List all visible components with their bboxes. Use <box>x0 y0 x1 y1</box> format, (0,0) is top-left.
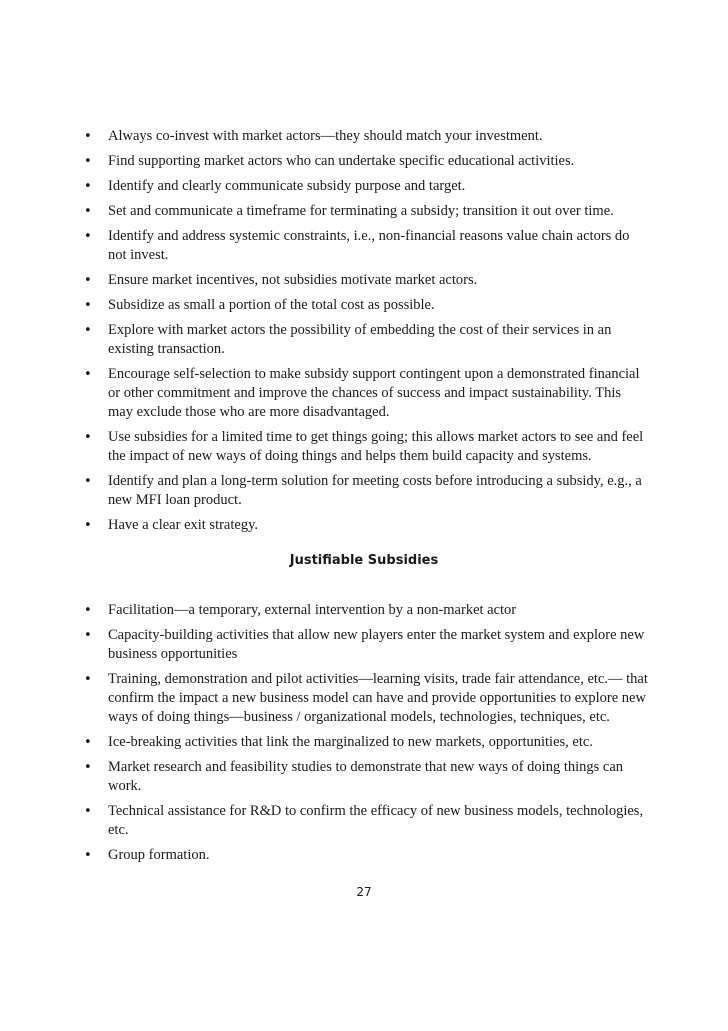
bullet-icon: • <box>84 518 92 533</box>
list-item <box>84 601 649 620</box>
bullet-icon: • <box>84 848 92 863</box>
list-item <box>84 227 649 265</box>
list-item-text: Always co-invest with market actors—they should match your investment. <box>108 128 543 144</box>
bullet-icon: • <box>84 204 92 219</box>
bullet-icon: • <box>84 672 92 687</box>
bullet-icon: • <box>84 474 92 489</box>
list-item <box>84 271 649 290</box>
bullet-icon: • <box>84 430 92 445</box>
bullet-icon: • <box>84 760 92 775</box>
list-item-text: Ice-breaking activities that link the marginalized to new markets, opportunities, etc. <box>108 734 593 750</box>
bullet-icon: • <box>84 154 92 169</box>
bullet-icon: • <box>84 298 92 313</box>
list-item-text: Technical assistance for R&D to confirm the efficacy of new business models, technologies, etc. <box>108 803 644 838</box>
list-item <box>84 516 649 535</box>
list-item-text: Have a clear exit strategy. <box>108 517 259 533</box>
list-item <box>84 177 649 196</box>
list-item <box>84 428 649 466</box>
list-item <box>84 846 649 865</box>
list-item <box>84 365 649 422</box>
bullet-icon: • <box>84 367 92 382</box>
list-item <box>84 758 649 796</box>
list-item <box>84 733 649 752</box>
bullet-icon: • <box>84 229 92 244</box>
bullet-icon: • <box>84 628 92 643</box>
bullet-icon: • <box>84 129 92 144</box>
list-item <box>84 321 649 359</box>
bullet-icon: • <box>84 179 92 194</box>
list-item <box>84 296 649 315</box>
section-heading: Justifiable Subsidies <box>289 553 439 568</box>
list-item-text: Ensure market incentives, not subsidies motivate market actors. <box>108 272 478 288</box>
list-item-text: Subsidize as small a portion of the total cost as possible. <box>108 297 435 313</box>
list-item-text: Market research and feasibility studies to demonstrate that new ways of doing things can work. <box>108 759 624 794</box>
list-item <box>84 127 649 146</box>
subsidy-guidelines-list <box>84 127 649 541</box>
page-number: 27 <box>356 885 372 899</box>
bullet-icon: • <box>84 603 92 618</box>
justifiable-subsidies-list <box>84 601 649 871</box>
list-item <box>84 202 649 221</box>
list-item-text: Encourage self-selection to make subsidy support contingent upon a demonstrated financial or other commitment and improve the chances of success and impact sustainability. This may exclude those who are more disadvantaged. <box>108 366 640 420</box>
list-item-text: Group formation. <box>108 847 210 863</box>
list-item-text: Explore with market actors the possibility of embedding the cost of their services in an existing transaction. <box>108 322 612 357</box>
bullet-icon: • <box>84 804 92 819</box>
list-item-text: Identify and clearly communicate subsidy purpose and target. <box>108 178 466 194</box>
list-item-text: Find supporting market actors who can undertake specific educational activities. <box>108 153 575 169</box>
list-item-text: Use subsidies for a limited time to get things going; this allows market actors to see and feel the impact of new ways of doing things and helps them build capacity and systems. <box>108 429 644 464</box>
bullet-icon: • <box>84 735 92 750</box>
list-item-text: Capacity-building activities that allow new players enter the market system and explore new business opportunities <box>108 627 645 662</box>
list-item <box>84 472 649 510</box>
list-item <box>84 626 649 664</box>
bullet-icon: • <box>84 323 92 338</box>
list-item-text: Set and communicate a timeframe for terminating a subsidy; transition it out over time. <box>108 203 614 219</box>
list-item <box>84 802 649 840</box>
list-item-text: Facilitation—a temporary, external intervention by a non-market actor <box>108 602 517 618</box>
bullet-icon: • <box>84 273 92 288</box>
list-item-text: Identify and plan a long-term solution for meeting costs before introducing a subsidy, e.g., a new MFI loan product. <box>108 473 642 508</box>
list-item-text: Training, demonstration and pilot activities—learning visits, trade fair attendance, etc.— that confirm the impact a new business model can have and provide opportunities to explore new ways of doing things—business / organizational models, technologies, techniques, etc. <box>108 671 648 725</box>
list-item <box>84 670 649 727</box>
list-item-text: Identify and address systemic constraints, i.e., non-financial reasons value chain actors do not invest. <box>108 228 630 263</box>
list-item <box>84 152 649 171</box>
